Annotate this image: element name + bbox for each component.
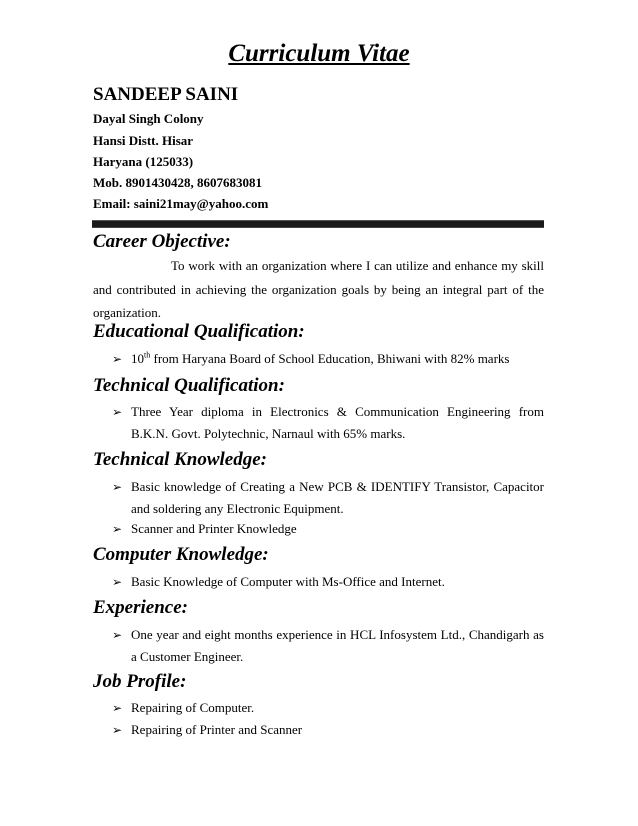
career-objective-text: To work with an organization where I can utilize and enhance my skill and contributed in achieving the organization goals by being an integral part of the organization.: [93, 258, 544, 320]
experience-heading: Experience:: [93, 597, 188, 618]
arrowhead-bullet-icon: ➢: [112, 723, 123, 737]
arrowhead-bullet-icon: ➢: [112, 701, 123, 715]
header-divider: [92, 220, 544, 228]
educational-qualification-heading: Educational Qualification:: [93, 321, 305, 342]
list-item: ➢ Repairing of Computer.: [112, 697, 544, 719]
list-item: ➢ Scanner and Printer Knowledge: [112, 518, 544, 540]
mobile-numbers: Mob. 8901430428, 8607683081: [93, 175, 262, 190]
career-objective-heading: Career Objective:: [93, 231, 231, 252]
arrowhead-bullet-icon: ➢: [112, 480, 123, 494]
arrowhead-bullet-icon: ➢: [112, 352, 123, 366]
technical-knowledge-heading: Technical Knowledge:: [93, 449, 267, 470]
address-line-2: Hansi Distt. Hisar: [93, 133, 194, 148]
address-line-1: Dayal Singh Colony: [93, 111, 204, 126]
arrowhead-bullet-icon: ➢: [112, 575, 123, 589]
list-item: ➢ Basic Knowledge of Computer with Ms-Office and Internet.: [112, 571, 544, 593]
list-item: [112, 348, 544, 370]
job-profile-heading: Job Profile:: [93, 671, 187, 692]
list-item: ➢ Repairing of Printer and Scanner: [112, 719, 544, 741]
address-line-3: Haryana (125033): [93, 154, 194, 169]
list-item: ➢ Basic knowledge of Creating a New PCB & IDENTIFY Transistor, Capacitor and soldering any Electronic Equipment.: [112, 476, 544, 520]
document-title: Curriculum Vitae: [228, 40, 410, 67]
education-item-text: 10th from Haryana Board of School Education, Bhiwani with 82% marks: [131, 350, 510, 366]
arrowhead-bullet-icon: ➢: [112, 628, 123, 642]
list-item: ➢ Three Year diploma in Electronics & Communication Engineering from B.K.N. Govt. Polytechnic, Narnaul with 65% marks.: [112, 401, 544, 445]
arrowhead-bullet-icon: ➢: [112, 405, 123, 419]
arrowhead-bullet-icon: ➢: [112, 522, 123, 536]
list-item: ➢ One year and eight months experience in HCL Infosystem Ltd., Chandigarh as a Customer Engineer.: [112, 624, 544, 668]
technical-qualification-heading: Technical Qualification:: [93, 375, 285, 396]
email-address: Email: saini21may@yahoo.com: [93, 196, 269, 211]
candidate-name: SANDEEP SAINI: [93, 84, 239, 105]
computer-knowledge-heading: Computer Knowledge:: [93, 544, 269, 565]
